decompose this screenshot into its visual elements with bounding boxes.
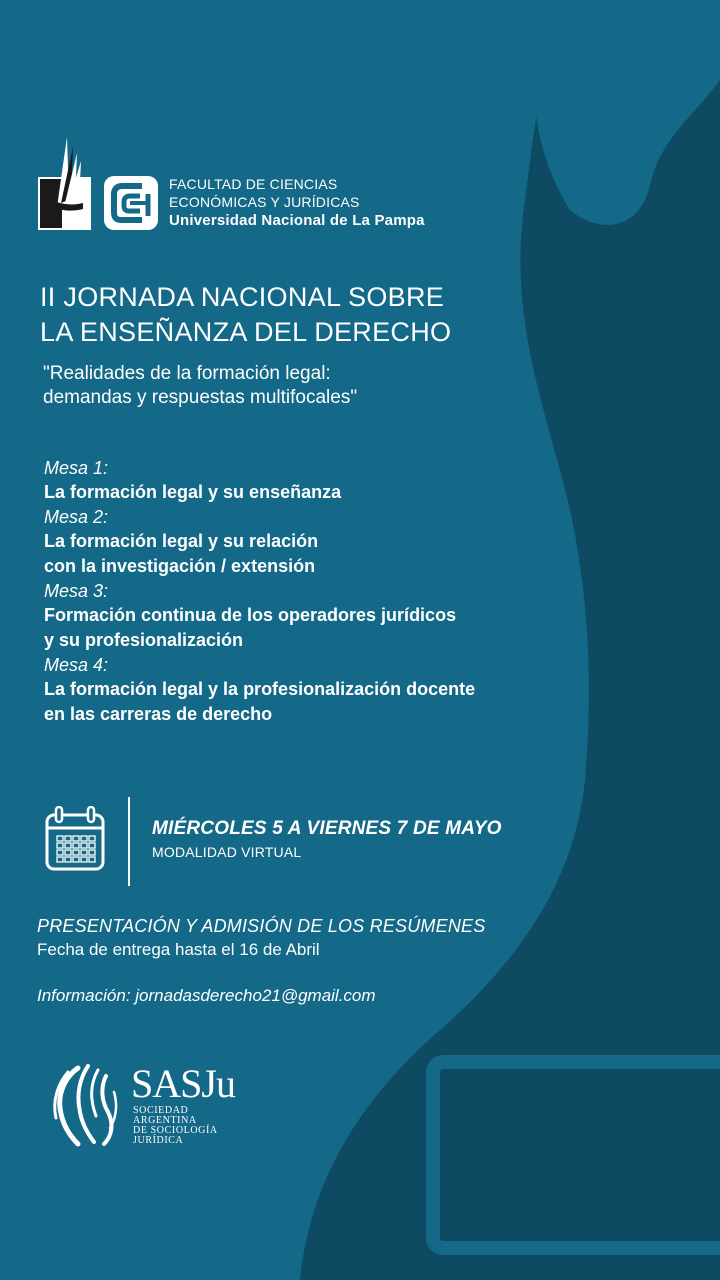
event-title-line1: II JORNADA NACIONAL SOBRE: [40, 282, 445, 312]
submission-heading: PRESENTACIÓN Y ADMISIÓN DE LOS RESÚMENES: [37, 916, 486, 936]
faculty-fcej-logo: [104, 176, 158, 230]
submission-deadline: Fecha de entrega hasta el 16 de Abril: [37, 940, 320, 959]
calendar-icon: [44, 806, 106, 872]
faculty-name: [169, 175, 425, 230]
mesa-1-title: La formación legal y su enseñanza: [44, 482, 342, 502]
sasju-name: SASJu: [131, 1061, 235, 1106]
sasju-emblem-icon: [48, 1062, 120, 1148]
vertical-divider: [128, 797, 130, 886]
event-title-line2: LA ENSEÑANZA DEL DERECHO: [40, 317, 452, 347]
event-date: MIÉRCOLES 5 A VIERNES 7 DE MAYO: [152, 818, 502, 839]
event-mode: MODALIDAD VIRTUAL: [152, 844, 302, 860]
sasju-subtitle: SOCIEDAD ARGENTINA DE SOCIOLOGÍA JURÍDICA: [133, 1105, 218, 1146]
university-name: Universidad Nacional de La Pampa: [169, 212, 425, 229]
mesa-2-title: La formación legal y su relación con la investigación / extensión: [44, 531, 319, 576]
mesas-list: [44, 456, 604, 727]
event-title: [40, 280, 451, 350]
event-subtitle: [43, 362, 357, 410]
faculty-line2: ECONÓMICAS Y JURÍDICAS: [169, 194, 360, 210]
faculty-line1: FACULTAD DE CIENCIAS: [169, 176, 338, 192]
mesa-1-label: Mesa 1:: [44, 458, 109, 478]
mesa-3-title: Formación continua de los operadores jurídicos y su profesionalización: [44, 605, 457, 650]
mesa-4-title: La formación legal y la profesionalización docente en las carreras de derecho: [44, 679, 476, 724]
contact-info[interactable]: Información: jornadasderecho21@gmail.com: [37, 986, 376, 1005]
mesa-4-label: Mesa 4:: [44, 655, 109, 675]
mesa-2-label: Mesa 2:: [44, 507, 109, 527]
faculty-torch-logo: [37, 137, 93, 232]
event-subtitle-line2: demandas y respuestas multifocales": [43, 387, 358, 408]
mesa-3-label: Mesa 3:: [44, 581, 109, 601]
event-subtitle-line1: "Realidades de la formación legal:: [43, 363, 331, 384]
